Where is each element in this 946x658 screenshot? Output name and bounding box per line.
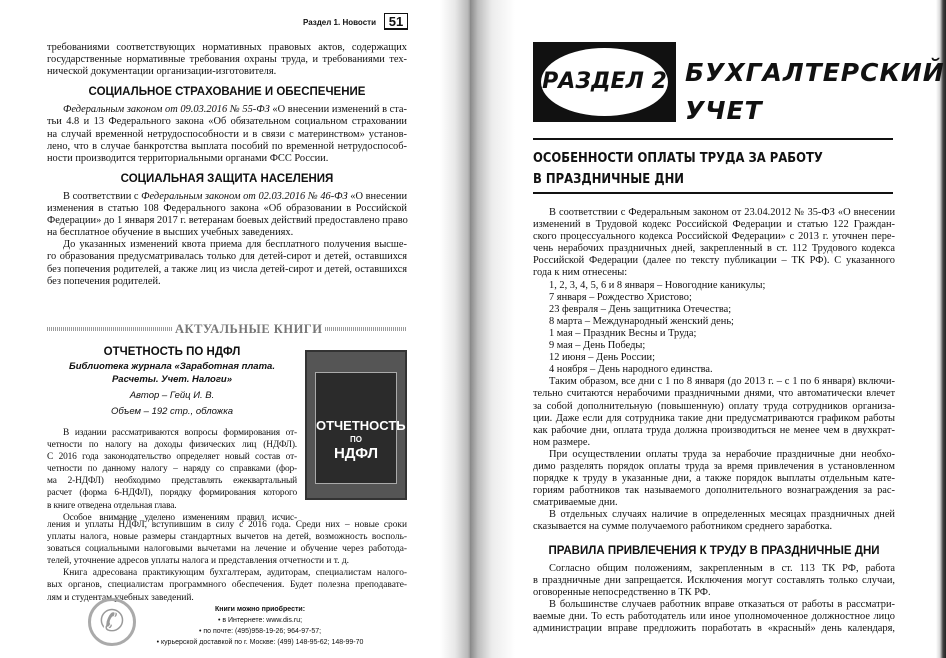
divider (533, 192, 893, 194)
paragraph-line: чень нерабочих праздничных дней, закрепленный в ст. 112 Трудового кодекса (533, 243, 895, 255)
paragraph-line: порядке к труду в указанные дни, а также порядок выплаты отдельным кате- (533, 473, 895, 485)
paragraph (47, 428, 297, 513)
paragraph-line: сматриваемые дни. (533, 497, 618, 509)
paragraph (533, 207, 895, 280)
paragraph-line: гориям работников так называемого дополнительного вознаграждения за рас- (533, 485, 895, 497)
paragraph-line: В соответствии с Федеральным законом от 23.04.2012 № 35-ФЗ «О внесении (549, 207, 895, 218)
law-reference: Федеральным законом от 02.03.2016 № 46-ФЗ (141, 190, 348, 202)
paragraph-line: уплаты налога, новые размеры стандартных вычетов на детей, возможность восполь- (47, 532, 407, 543)
paragraph-line: расчет (форма 6-НДФЛ), порядку формирования которого (47, 488, 297, 499)
paragraph-line: за собой дополнительную (повышенную) оплату труда сотрудников организа- (533, 400, 895, 412)
law-reference: Федеральным законом от 09.03.2016 № 55-ФЗ (63, 104, 270, 116)
paragraph-line: в праздничные дни запрещается. Исключения могут составлять только случаи, (533, 574, 895, 586)
paragraph-line: В большинстве случаев работник вправе отказаться от работы в рассматри- (549, 598, 895, 610)
paragraph-line: сказывается на сумме получаемого работником среднего заработка. (533, 521, 833, 533)
list-item: 12 июня – День России; (549, 352, 655, 364)
paragraph-line: Таким образом, все дни с 1 по 8 января (до 2013 г. – с 1 по 6 января) включи- (549, 376, 895, 388)
paragraph-line: ления и уплаты НДФЛ, вступившим в силу с 2016 года. Среди них – новые сроки (47, 520, 407, 530)
paragraph (47, 520, 407, 568)
paragraph-line: ном размере. (533, 436, 591, 448)
paragraph-line: без попечения родителей, а также лиц из числа детей-сирот и детей, оставшихся (47, 263, 407, 275)
paragraph-line: оговоренные непосредственно в ТК РФ. (533, 586, 711, 598)
paragraph-line: лям и студентам учебных заведений. (47, 592, 194, 603)
book-title: ОТЧЕТНОСТЬ ПО НДФЛ (103, 346, 241, 358)
paragraph-line: требованиями соответствующих нормативных правовых актов, содержащих (47, 42, 407, 53)
paragraph-line: телей, уточнение адресов уплаты налога и представления отчетности и т. д. (47, 556, 349, 567)
section-title: УЧЕТ (685, 96, 763, 125)
paragraph-line: вых органов, специалистам программного обеспечения. Будет полезна преподавате- (47, 580, 407, 591)
list-item: 1, 2, 3, 4, 5, 6 и 8 января – Новогодние каникулы; (549, 279, 766, 291)
paragraph (533, 563, 895, 599)
paragraph (47, 104, 407, 164)
book-series: Библиотека журнала «Заработная плата. (69, 361, 275, 372)
cover-title: НДФЛ (333, 445, 379, 462)
section-badge (533, 42, 676, 122)
paragraph-line: государственные нормативные требования охраны труда, и требованиями тех- (47, 54, 407, 66)
purchase-title: Книги можно приобрести: (214, 606, 306, 613)
section-title: БУХГАЛТЕРСКИЙ (685, 58, 945, 87)
list-item: 4 ноября – День народного единства. (549, 364, 713, 376)
text-run: В соответствии с (63, 190, 142, 202)
paragraph-line: ции. Даже если для сотрудника такие дни предусматриваются графиком работы (533, 412, 895, 424)
book-series: Расчеты. Учет. Налоги» (111, 374, 233, 385)
book-info (47, 345, 297, 420)
page-number: 51 (384, 13, 408, 30)
list-item: 7 января – Рождество Христово; (549, 291, 692, 303)
purchase-line: • в Интернете: www.dis.ru; (217, 617, 303, 624)
paragraph-line (47, 191, 407, 203)
paragraph-line: четности по налогу на доходы физических лиц (НДФЛ). (47, 440, 297, 451)
paragraph-line: как рабочие дни, оплата труда должна производиться не менее чем в двухкрат- (533, 424, 895, 436)
article-title-line: ОСОБЕННОСТИ ОПЛАТЫ ТРУДА ЗА РАБОТУ (533, 150, 823, 166)
cover-title: ПО (350, 435, 362, 444)
paragraph-line: Особое внимание уделено изменениям правил исчис- (63, 512, 297, 523)
paragraph-line (47, 104, 407, 116)
paragraph-line: изменений в Трудовой кодекс Российской Федерации и статью 122 Граждан- (533, 219, 895, 231)
paragraph-line: Российской Федерации (далее по тексту публикации – ТК РФ). С указанного (533, 255, 895, 267)
paragraph (47, 42, 407, 78)
paragraph-line: Согласно общим положениям, закрепленным в ст. 113 ТК РФ, работа (549, 562, 895, 574)
purchase-line: • по почте: (495)958-19-26; 964-97-57; (198, 628, 322, 635)
book-description-wide (47, 520, 407, 605)
paragraph (533, 376, 895, 449)
paragraph-line: Федерации» до 1 января 2017 г. ветеранам боевых действий предоставлено право (47, 215, 408, 227)
holiday-list (533, 280, 895, 377)
books-section-label: АКТУАЛЬНЫЕ КНИГИ (172, 322, 325, 336)
left-column-top (47, 42, 407, 288)
list-item: 23 февраля – День защитника Отечества; (549, 303, 732, 315)
running-header: Раздел 1. Новости (302, 18, 376, 27)
cover-title: ОТЧЕТНОСТЬ (316, 418, 406, 433)
list-item: 9 мая – День Победы; (549, 340, 646, 352)
article-title-line: В ПРАЗДНИЧНЫЕ ДНИ (533, 171, 685, 187)
paragraph-line: димо разделять порядок оплаты труда за время привлечения в установленном (533, 460, 895, 472)
paragraph-line: Книга адресована практикующим бухгалтерам, аудиторам, специалистам налого- (63, 568, 407, 579)
section-heading: ПРАВИЛА ПРИВЛЕЧЕНИЯ К ТРУДУ В ПРАЗДНИЧНЫЕ ДНИ (548, 544, 880, 557)
paragraph-line: ма 2-НДФЛ) необходимо представлять ежеквартальный (47, 476, 297, 487)
paragraph-line: на случай временной нетрудоспособности и в связи с материнством» установ- (47, 128, 407, 140)
paragraph-line: в книге отведена отдельная глава. (47, 500, 177, 511)
paragraph-line: ваемые дни. То есть работодатель или иное уполномоченное должностное лицо (533, 611, 895, 622)
paragraph-line: При осуществлении оплаты труда за нерабочие праздничные дни необхо- (549, 448, 895, 460)
paragraph (533, 509, 895, 533)
paragraph-line: лено, что в случае банкротства выплата пособий по временной нетрудоспособ- (47, 140, 407, 152)
paragraph-line: администрации вправе предложить поработать в «красный» день календаря, (533, 623, 895, 635)
paragraph-line: тельно считаются нерабочими праздничными днями, что автоматически влечет (533, 388, 895, 400)
paragraph-line: изменения в статью 108 Федерального закона «Об образовании в Российской (47, 203, 407, 215)
section-heading: СОЦИАЛЬНОЕ СТРАХОВАНИЕ И ОБЕСПЕЧЕНИЕ (88, 86, 366, 99)
article-body (533, 207, 895, 635)
paragraph-line: го образования предусматривалась только для детей-сирот и детей, оставшихся (47, 251, 407, 263)
text-run: «О внесении (347, 190, 408, 202)
book-author: Автор – Гейц И. В. (129, 390, 215, 401)
section-heading: СОЦИАЛЬНАЯ ЗАЩИТА НАСЕЛЕНИЯ (120, 172, 334, 185)
article-title (533, 148, 823, 190)
divider (533, 138, 893, 140)
book-cover-image (305, 350, 407, 500)
purchase-info (140, 604, 380, 648)
text-run: «О внесении изменений в ста- (269, 104, 407, 116)
book-description (47, 428, 297, 524)
paragraph (533, 599, 895, 635)
book-volume: Объем – 192 стр., обложка (111, 406, 233, 417)
paragraph-line: В отдельных случаях наличие в определенных месяцах праздничных дней (549, 509, 895, 521)
paragraph-line: без попечения родителей. (47, 275, 161, 287)
paragraph-line: на бесплатное обучение в высших учебных заведениях. (47, 227, 294, 239)
paragraph-line: ского процессуального кодекса Российской Федерации» с 2013 г. уточнен пере- (533, 231, 895, 243)
paragraph-line: четности по данному налогу – наряду со справками (фор- (47, 464, 297, 475)
paragraph-line: года к ним отнесены: (533, 267, 628, 279)
paragraph (533, 449, 895, 509)
phone-icon: ✆ (88, 598, 136, 646)
paragraph-line: нической документации организации-изготовителя. (47, 66, 277, 78)
list-item: 8 марта – Международный женский день; (549, 315, 734, 327)
paragraph-line: В издании рассматриваются вопросы формирования от- (63, 428, 297, 438)
paragraph-line: зоваться социальными налоговыми вычетами на лечение и обучение через работода- (47, 544, 407, 555)
list-item: 1 мая – Праздник Весны и Труда; (549, 327, 697, 339)
paragraph-line: До указанных изменений квота приема для бесплатного получения высше- (63, 239, 407, 251)
left-page (0, 0, 470, 658)
paragraph (47, 191, 407, 239)
paragraph-line: тьи 4.8 и 13 Федерального закона «Об обязательном социальном страховании (47, 116, 407, 128)
paragraph-line: С 2016 года законодательство определяет новый состав от- (47, 452, 297, 463)
paragraph-line: ности производится территориальными органами ФСС России. (47, 152, 329, 164)
right-page (470, 0, 946, 658)
purchase-line: • курьерской доставкой по г. Москве: (499) 148-95-62; 148-99-70 (156, 639, 364, 646)
books-section-divider (47, 322, 407, 336)
section-badge-label: РАЗДЕЛ 2 (541, 48, 668, 116)
paragraph (47, 239, 407, 287)
